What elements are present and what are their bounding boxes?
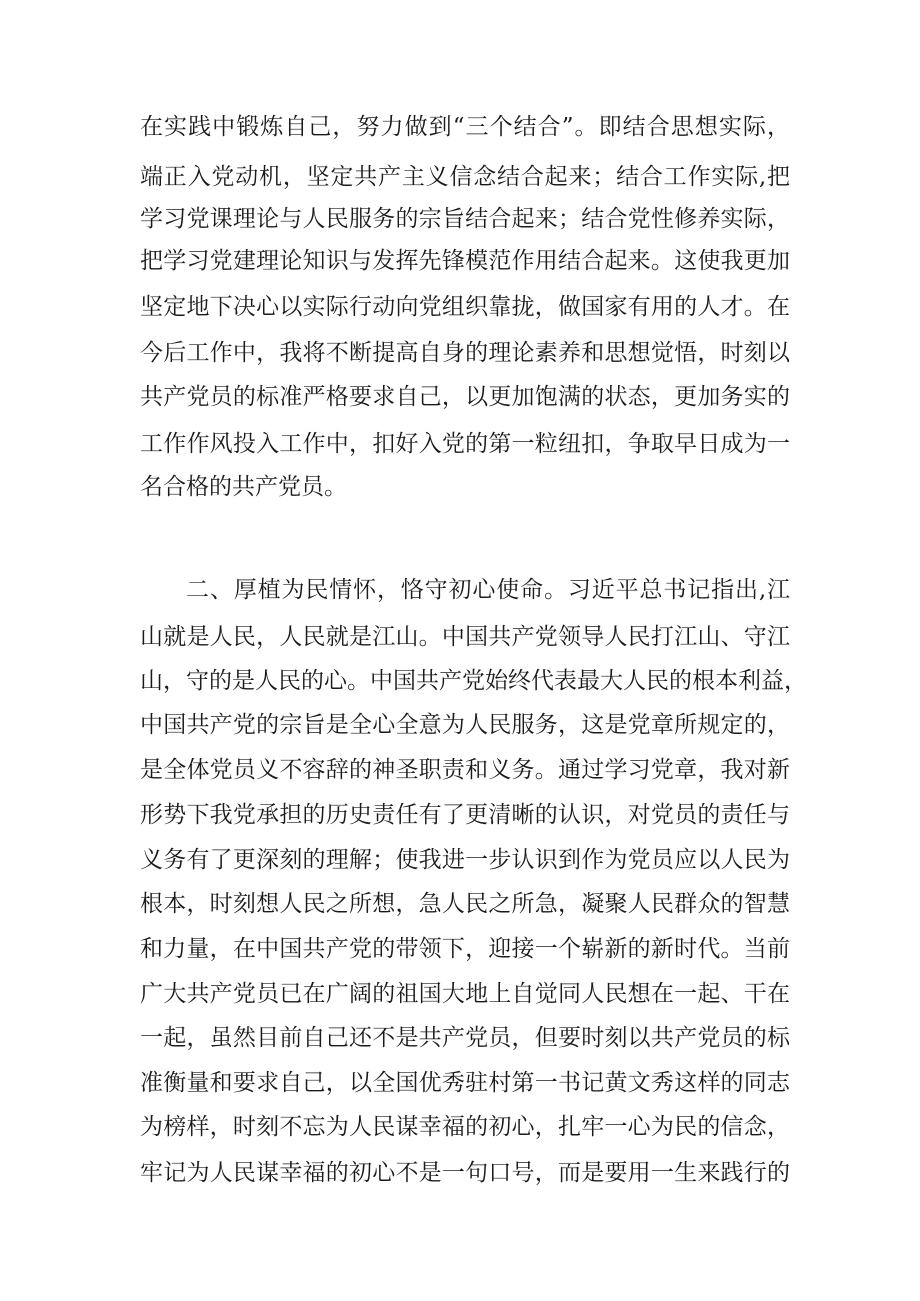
text-line: 和力量，在中国共产党的带领下，迎接一个崭新的新时代。当前 [140, 936, 790, 962]
text-line: 坚定地下决心以实际行动向党组织靠拢，做国家有用的人才。在 [140, 294, 790, 320]
text-line: 准衡量和要求自己，以全国优秀驻村第一书记黄文秀这样的同志 [140, 1070, 790, 1096]
text-line: 形势下我党承担的历史责任有了更清晰的认识，对党员的责任与 [140, 802, 790, 828]
text-line: 工作作风投入工作中，扣好入党的第一粒纽扣，争取早日成为一 [140, 431, 790, 457]
text-line: 是全体党员义不容辞的神圣职责和义务。通过学习党章，我对新 [140, 757, 790, 783]
text-line: 共产党员的标准严格要求自己，以更加饱满的状态，更加务实的 [140, 384, 790, 410]
text-line: 今后工作中，我将不断提高自身的理论素养和思想觉悟，时刻以 [140, 340, 790, 366]
text-line: 端正入党动机，坚定共产主义信念结合起来；结合工作实际,把 [140, 164, 790, 190]
text-line: 把学习党建理论知识与发挥先锋模范作用结合起来。这使我更加 [140, 248, 790, 274]
text-line: 根本，时刻想人民之所想，急人民之所急，凝聚人民群众的智慧 [140, 891, 790, 917]
text-line: 为榜样，时刻不忘为人民谋幸福的初心，扎牢一心为民的信念， [140, 1114, 790, 1140]
text-line: 广大共产党员已在广阔的祖国大地上自觉同人民想在一起、干在 [140, 981, 790, 1007]
text-line: 学习党课理论与人民服务的宗旨结合起来；结合党性修养实际， [140, 206, 790, 232]
text-line: 名合格的共产党员。 [140, 474, 347, 500]
text-line: 山，守的是人民的心。中国共产党始终代表最大人民的根本利益， [140, 668, 807, 694]
text-line: 在实践中锻炼自己，努力做到“三个结合”。即结合思想实际， [140, 114, 790, 140]
text-line: 一起，虽然目前自己还不是共产党员，但要时刻以共产党员的标 [140, 1025, 790, 1051]
text-line: 中国共产党的宗旨是全心全意为人民服务，这是党章所规定的， [140, 712, 790, 738]
text-line: 二、厚植为民情怀，恪守初心使命。习近平总书记指出,江 [186, 577, 790, 603]
text-line: 牢记为人民谋幸福的初心不是一句口号，而是要用一生来践行的 [140, 1160, 790, 1186]
text-line: 山就是人民，人民就是江山。中国共产党领导人民打江山、守江 [140, 624, 790, 650]
text-line: 义务有了更深刻的理解；使我进一步认识到作为党员应以人民为 [140, 847, 790, 873]
